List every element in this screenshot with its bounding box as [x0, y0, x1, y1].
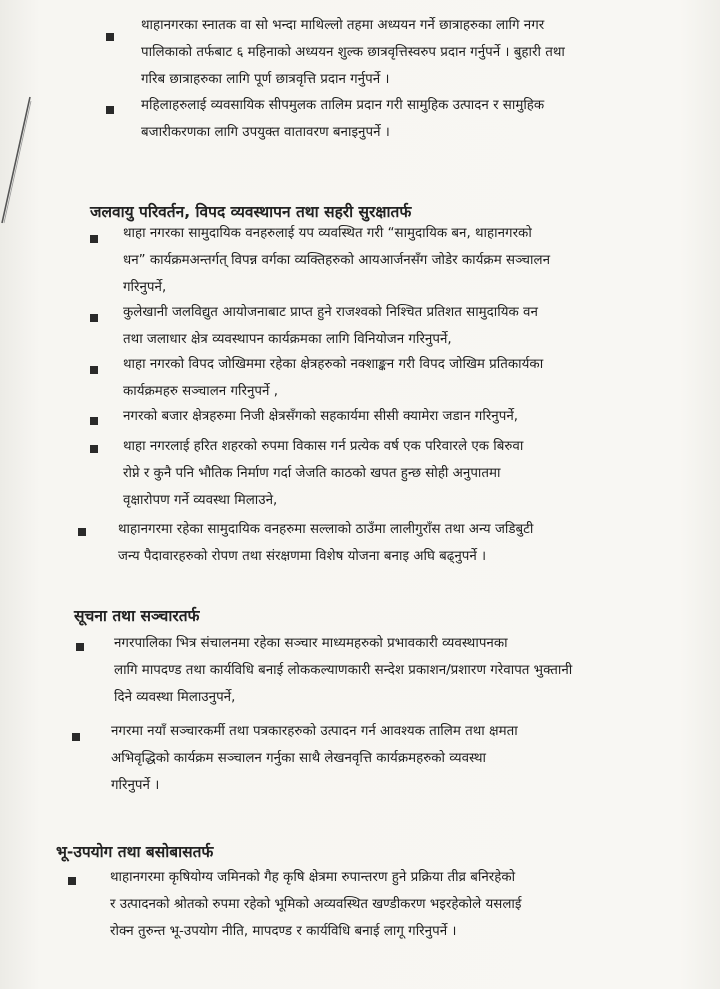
list-item — [123, 403, 518, 430]
list-item-line: रोप्ने र कुनै पनि भौतिक निर्माण गर्दा जेजति काठको खपत हुन्छ सोही अनुपातमा — [123, 466, 501, 481]
list-item — [123, 433, 523, 514]
list-item-line: लागि मापदण्ड तथा कार्यविधि बनाई लोककल्याणकारी सन्देश प्रकाशन/प्रशारण गरेवापत भुक्तानी — [114, 663, 573, 678]
list-item-line: जन्य पैदावारहरुको रोपण तथा संरक्षणमा विशेष योजना बनाइ अघि बढ्नुपर्ने । — [118, 549, 487, 564]
list-item — [118, 516, 533, 570]
list-item-line: कुलेखानी जलविद्युत आयोजनाबाट प्राप्त हुने राजश्वको निश्चित प्रतिशत सामुदायिक वन — [123, 305, 538, 320]
list-item-line: थाहा नगरको विपद जोखिममा रहेका क्षेत्रहरुको नक्शाङ्कन गरी विपद जोखिम प्रतिकार्यका — [123, 357, 544, 372]
list-item-line: अभिवृद्धिको कार्यक्रम सञ्चालन गर्नुका साथै लेखनवृत्ति कार्यक्रमहरुको व्यवस्था — [111, 751, 487, 766]
bullet-icon — [90, 445, 98, 453]
bullet-icon — [76, 643, 84, 651]
bullet-icon — [106, 33, 114, 41]
section-title-communication: सूचना तथा सञ्चारतर्फ — [74, 607, 200, 625]
list-item-line: नगरको बजार क्षेत्रहरुमा निजी क्षेत्रसँगको सहकार्यमा सीसी क्यामेरा जडान गरिनुपर्ने, — [123, 409, 519, 424]
list-item-line: रोक्न तुरुन्त भू-उपयोग नीति, मापदण्ड र कार्यविधि बनाई लागू गरिनुपर्ने । — [110, 924, 457, 939]
list-item-line: गरिनुपर्ने । — [111, 778, 160, 793]
list-item-line: महिलाहरुलाई व्यवसायिक सीपमुलक तालिम प्रदान गरी सामुहिक उत्पादन र सामुहिक — [141, 98, 545, 113]
list-item-line: थाहानगरका स्नातक वा सो भन्दा माथिल्लो तहमा अध्ययन गर्ने छात्राहरुका लागि नगर — [141, 18, 545, 33]
list-item — [123, 220, 550, 301]
list-item — [141, 12, 565, 93]
page-crease-mark — [0, 95, 40, 225]
list-item-line: थाहा नगरका सामुदायिक वनहरुलाई यप व्यवस्थित गरी “सामुदायिक बन, थाहानगरको — [123, 226, 532, 241]
list-item-line: गरिनुपर्ने, — [123, 280, 167, 295]
bullet-icon — [90, 314, 98, 322]
list-item-line: नगरपालिका भित्र संचालनमा रहेका सञ्चार माध्यमहरुको प्रभावकारी व्यवस्थापनका — [114, 636, 508, 651]
list-item-line: थाहानगरमा कृषियोग्य जमिनको गैह कृषि क्षेत्रमा रुपान्तरण हुने प्रक्रिया तीव्र बनिरहेको — [110, 870, 516, 885]
list-item-line: पालिकाको तर्फबाट ६ महिनाको अध्ययन शुल्क छात्रवृत्तिस्वरुप प्रदान गर्नुपर्ने । बुहारी तथा — [141, 45, 565, 60]
bullet-icon — [90, 235, 98, 243]
list-item-line: थाहानगरमा रहेका सामुदायिक वनहरुमा सल्लाको ठाउँमा लालीगुराँस तथा अन्य जडिबुटी — [118, 522, 534, 537]
list-item — [110, 864, 521, 945]
bullet-icon — [106, 106, 114, 114]
list-item-line: गरिब छात्राहरुका लागि पूर्ण छात्रवृत्ति प्रदान गर्नुपर्ने । — [141, 72, 390, 87]
list-item-line: र उत्पादनको श्रोतको रुपमा रहेको भूमिको अव्यवस्थित खण्डीकरण भइरहेकोले यसलाई — [110, 897, 522, 912]
bullet-icon — [90, 417, 98, 425]
list-item — [123, 299, 538, 353]
list-item-line: तथा जलाधार क्षेत्र व्यवस्थापन कार्यक्रमका लागि विनियोजन गरिनुपर्ने, — [123, 332, 452, 347]
list-item-line: थाहा नगरलाई हरित शहरको रुपमा विकास गर्न प्रत्येक वर्ष एक परिवारले एक बिरुवा — [123, 439, 524, 454]
list-item — [114, 630, 572, 711]
list-item — [141, 92, 544, 146]
bullet-icon — [90, 366, 98, 374]
section-title-climate: जलवायु परिवर्तन, विपद व्यवस्थापन तथा सहरी सुरक्षातर्फ — [90, 203, 412, 221]
bullet-icon — [78, 528, 86, 536]
list-item — [123, 351, 543, 405]
bullet-icon — [72, 733, 80, 741]
list-item-line: बजारीकरणका लागि उपयुक्त वातावरण बनाइनुपर्ने । — [141, 125, 390, 140]
section-title-landuse: भू-उपयोग तथा बसोबासतर्फ — [56, 843, 214, 861]
list-item — [111, 718, 518, 799]
list-item-line: धन” कार्यक्रमअन्तर्गत् विपन्न वर्गका व्यक्तिहरुको आयआर्जनसँग जोडेर कार्यक्रम सञ्चालन — [123, 253, 551, 268]
bullet-icon — [68, 877, 76, 885]
list-item-line: कार्यक्रमहरु सञ्चालन गरिनुपर्ने , — [123, 384, 278, 399]
list-item-line: वृक्षारोपण गर्ने व्यवस्था मिलाउने, — [123, 493, 278, 508]
list-item-line: दिने व्यवस्था मिलाउनुपर्ने, — [114, 690, 236, 705]
list-item-line: नगरमा नयाँ सञ्चारकर्मी तथा पत्रकारहरुको उत्पादन गर्न आवश्यक तालिम तथा क्षमता — [111, 724, 518, 739]
